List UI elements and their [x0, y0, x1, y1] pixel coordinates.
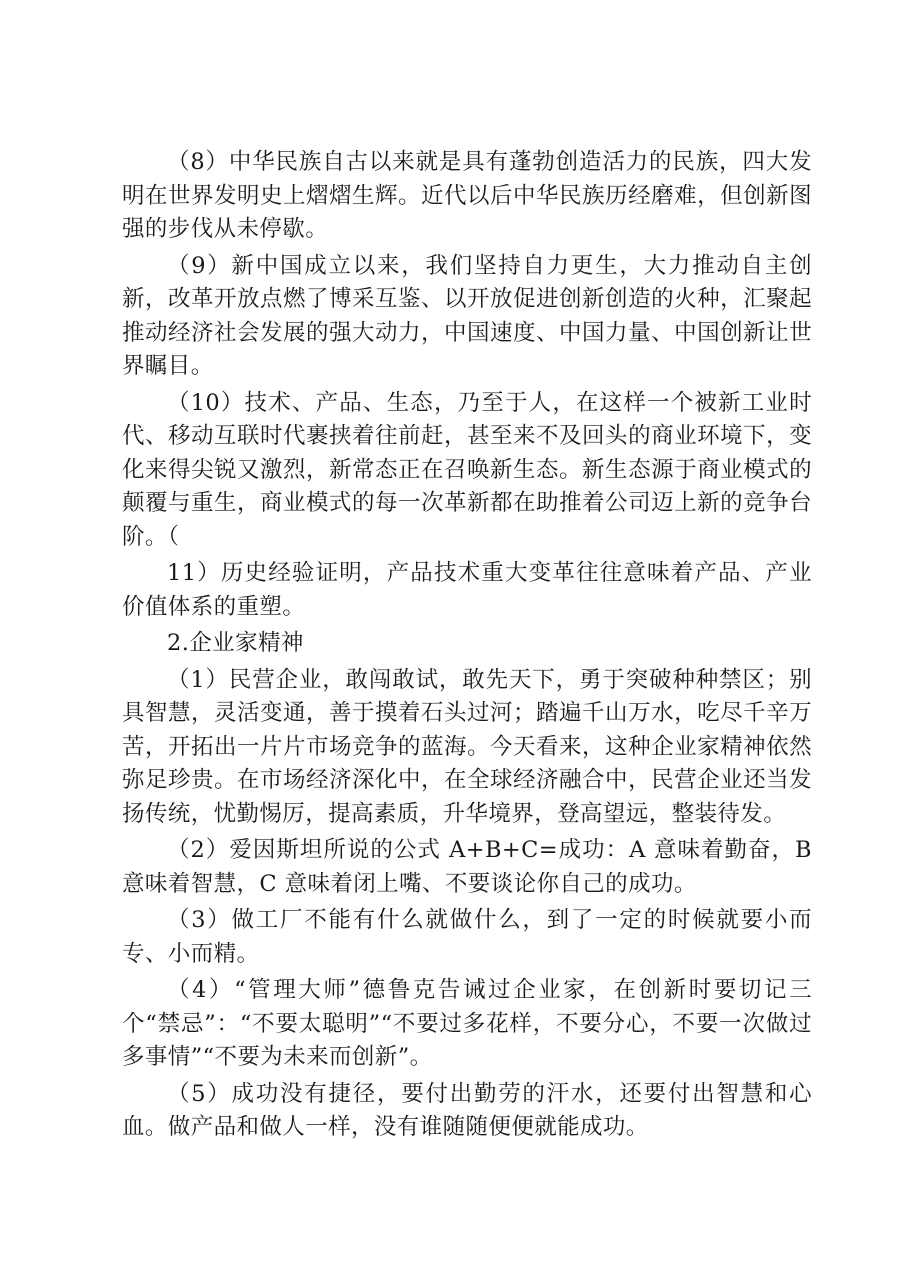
- paragraph-11: 11）历史经验证明，产品技术重大变革往往意味着产品、产业价值体系的重塑。: [122, 560, 812, 620]
- paragraph-9: （9）新中国成立以来，我们坚持自力更生，大力推动自主创新，改革开放点燃了博采互鉴、以开放促进创新创造的火种，汇聚起推动经济社会发展的强大动力，中国速度、中国力量、中国创新让世界瞩目。: [122, 252, 812, 379]
- paragraph-3: （3）做工厂不能有什么就做什么，到了一定的时候就要小而专、小而精。: [122, 907, 812, 967]
- paragraph-8: （8）中华民族自古以来就是具有蓬勃创造活力的民族，四大发明在世界发明史上熠熠生辉。近代以后中华民族历经磨难，但创新图强的步伐从未停歇。: [122, 149, 812, 242]
- paragraph-5: （5）成功没有捷径，要付出勤劳的汗水，还要付出智慧和心血。做产品和做人一样，没有谁随随便便就能成功。: [122, 1080, 812, 1140]
- paragraph-2: （2）爱因斯坦所说的公式 A+B+C=成功：A 意味着勤奋，B 意味着智慧，C 意味着闭上嘴、不要谈论你自己的成功。: [122, 837, 812, 897]
- paragraph-10: （10）技术、产品、生态，乃至于人，在这样一个被新工业时代、移动互联时代裹挟着往前赶，甚至来不及回头的商业环境下，变化来得尖锐又激烈，新常态正在召唤新生态。新生态源于商业模式的颠覆与重生，商业模式的每一次革新都在助推着公司迈上新的竞争台阶。（: [122, 389, 812, 550]
- section-heading-entrepreneur-spirit: 2.企业家精神: [167, 630, 304, 656]
- paragraph-1: （1）民营企业，敢闯敢试，敢先天下，勇于突破种种禁区；别具智慧，灵活变通，善于摸着石头过河；踏遍千山万水，吃尽千辛万苦，开拓出一片片市场竞争的蓝海。今天看来，这种企业家精神依然弥足珍贵。在市场经济深化中，在全球经济融合中，民营企业还当发扬传统，忧勤惕厉，提高素质，升华境界，登高望远，整装待发。: [122, 666, 812, 827]
- paragraph-4: （4）“管理大师”德鲁克告诫过企业家，在创新时要切记三个“禁忌”：“不要太聪明”“不要过多花样，不要分心，不要一次做过多事情”“不要为未来而创新”。: [122, 977, 812, 1070]
- document-body: [122, 146, 812, 1148]
